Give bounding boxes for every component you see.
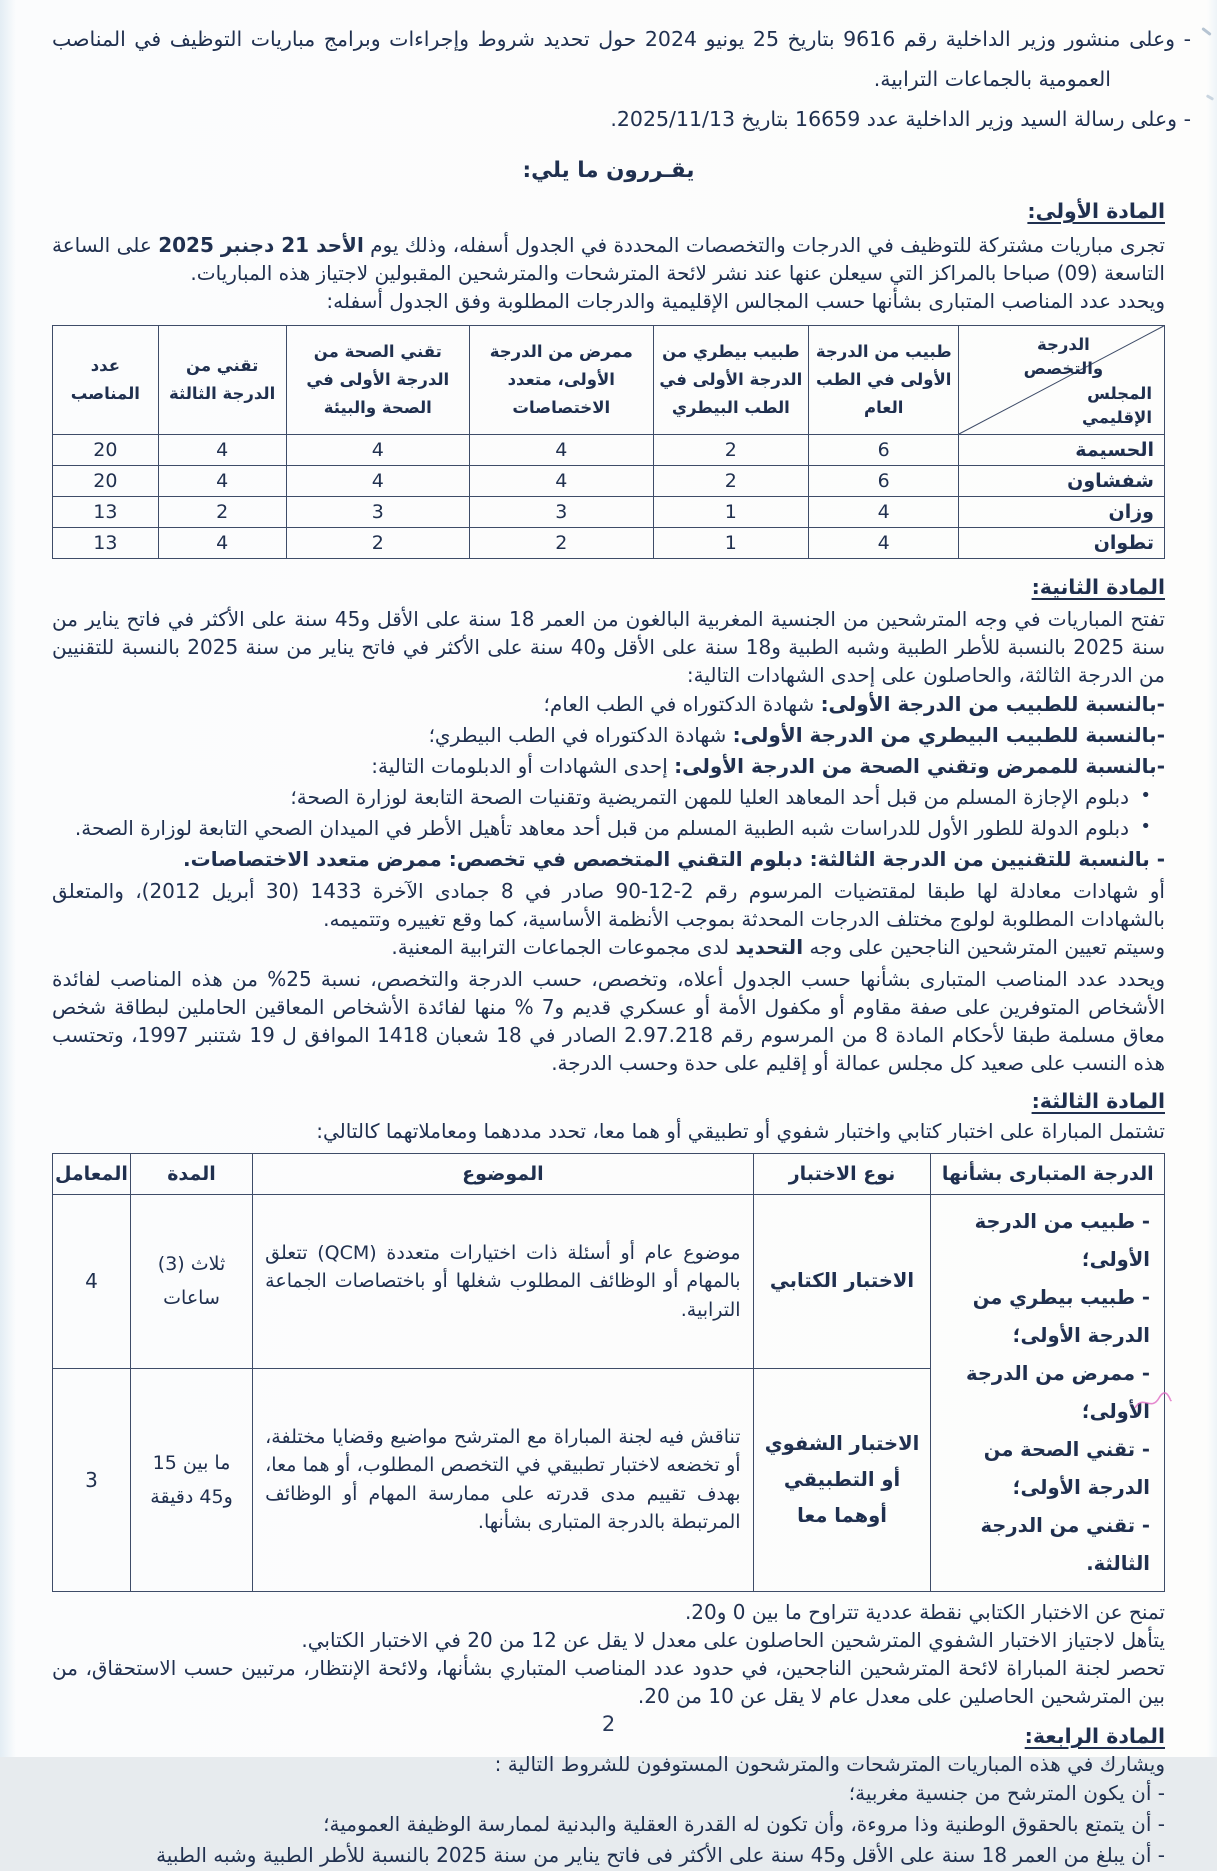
corner-label-council: المجلس الإقليمي: [1082, 384, 1152, 427]
article2-heading: المادة الثانية:: [1031, 574, 1165, 599]
appointment-paragraph: [52, 933, 1165, 961]
degree-requirement-line: [52, 689, 1165, 720]
article1-heading: المادة الأولى:: [1027, 198, 1165, 223]
positions-count-cell: 3: [470, 496, 653, 527]
table-corner-cell: [959, 325, 1165, 434]
positions-table-header-row: [53, 325, 1165, 434]
column-header: الموضوع: [253, 1153, 753, 1194]
article3-heading: المادة الثالثة:: [1031, 1088, 1165, 1113]
degree-requirement-line: [52, 751, 1165, 782]
positions-count-cell: 2: [470, 527, 653, 558]
scan-artifact: [1206, 94, 1214, 101]
results-list-paragraph: تحصر لجنة المباراة لائحة المترشحين الناجحين، في حدود عدد المناصب المتباري بشأنها، ولائحة الإنتظار، مرتبين حسب الاستحقاق، من بين المترشحين الحاصلين على معدل عام لا يقل عن 10 من 20.: [52, 1656, 1165, 1709]
degree-text: إحدى الشهادات أو الدبلومات التالية:: [371, 753, 675, 778]
degree-label: -بالنسبة للطبيب البيطري من الدرجة الأولى:: [732, 722, 1165, 747]
positions-count-cell: 1: [653, 527, 809, 558]
page-number: 2: [601, 1712, 616, 1736]
positions-count-cell: 1: [653, 496, 809, 527]
column-header: ممرض من الدرجة الأولى، متعدد الاختصاصات: [470, 325, 653, 434]
article2-paragraph-1: تفتح المباريات في وجه المترشحين من الجنسية المغربية البالغون من العمر 18 سنة على الأقل و45 سنة على الأكثر في فاتح يناير من سنة 2025 بالنسبة للأطر الطبية وشبه الطبية و18 سنة على الأقل و40 سنة على الأكثر في فاتح يناير من سنة 2025 بالنسبة للتقنيين من الدرجة الثالثة، والحاصلون على إحدى الشهادات التالية:: [52, 606, 1165, 687]
appointment-pre: وسيتم تعيين المترشحين الناجحين على وجه: [803, 934, 1165, 959]
grade-item: - تقني الصحة من الدرجة الأولى؛: [983, 1438, 1150, 1500]
degree-label: -بالنسبة للطبيب من الدرجة الأولى:: [820, 691, 1165, 716]
positions-total-cell: 13: [53, 527, 159, 558]
positions-count-cell: 6: [809, 434, 959, 465]
condition-item: - أن يكون المترشح من جنسية مغربية؛: [848, 1781, 1165, 1806]
positions-count-cell: 4: [809, 527, 959, 558]
grade-item: - طبيب من الدرجة الأولى؛: [974, 1209, 1150, 1271]
positions-count-cell: 4: [158, 527, 286, 558]
column-header: المدة: [130, 1153, 252, 1194]
column-header: تقني من الدرجة الثالثة: [158, 325, 286, 434]
article1-paragraph-2: ويحدد عدد المناصب المتبارى بشأنها حسب المجالس الإقليمية والدرجات المطلوبة وفق الجدول أسفله:: [326, 288, 1165, 313]
exam-subject-cell: تناقش فيه لجنة المباراة مع المترشح مواضيع وقضايا مختلفة، أو تخضعه لاختبار تطبيقي في التخصص المطلوب، أو هما معا، بهدف تقييم مدى قدرته على ممارسة المهام أو الوظائف المرتبطة بالدرجة المتبارى بشأنها.: [253, 1368, 753, 1591]
preamble-item: - وعلى رسالة السيد وزير الداخلية عدد 16659 بتاريخ 2025/11/13.: [610, 106, 1191, 131]
grade-item: - تقني من الدرجة الثالثة.: [980, 1514, 1150, 1576]
condition-item: - أن يتمتع بالحقوق الوطنية وذا مروءة، وأن تكون له القدرة العقلية والبدنية لممارسة الوظيفة العمومية؛: [323, 1812, 1165, 1837]
diploma-bullet-item: • دبلوم الإجازة المسلم من قبل أحد المعاهد العليا للمهن التمريضية وتقنيات الصحة التابعة لوزارة الصحة؛: [52, 782, 1165, 813]
exam-coefficient-cell: 3: [53, 1368, 131, 1591]
column-header: طبيب بيطري من الدرجة الأولى في الطب البيطري: [653, 325, 809, 434]
degree-label: -بالنسبة للممرض وتقني الصحة من الدرجة الأولى:: [674, 753, 1165, 778]
positions-count-cell: 6: [809, 465, 959, 496]
appointment-bold: التحديد: [735, 934, 804, 959]
positions-count-cell: 4: [470, 434, 653, 465]
article3-paragraph-1: تشتمل المباراة على اختبار كتابي واختبار شفوي أو تطبيقي أو هما معا، تحدد مددهما ومعاملاتهما كالتالي:: [316, 1118, 1165, 1143]
positions-count-cell: 4: [158, 434, 286, 465]
preamble-item: - وعلى منشور وزير الداخلية رقم 9616 بتاريخ 25 يونيو 2024 حول تحديد شروط وإجراءات وبرامج مباريات التوظيف في المناصب العمومية بالجماعات الترابية.: [52, 27, 1192, 91]
positions-count-cell: 2: [286, 527, 469, 558]
council-name-cell: شفشاون: [959, 465, 1165, 496]
council-name-cell: وزان: [959, 496, 1165, 527]
exam-coefficient-cell: 4: [53, 1194, 131, 1368]
positions-total-cell: 13: [53, 496, 159, 527]
appointment-post: لدى مجموعات الجماعات الترابية المعنية.: [391, 934, 736, 959]
article1-p1-date: الأحد 21 دجنبر 2025: [158, 232, 364, 257]
positions-count-cell: 4: [158, 465, 286, 496]
condition-item: - أن يبلغ من العمر 18 سنة على الأقل و45 سنة على الأكثر فى فاتح يناير من سنة 2025 بالنسبة للأطر الطبية وشبه الطبية: [156, 1843, 1165, 1868]
table-row: [53, 434, 1165, 465]
article4-paragraph-1: ويشارك في هذه المباريات المترشحات والمترشحون المستوفون للشروط التالية :: [494, 1752, 1165, 1777]
positions-count-cell: 2: [653, 465, 809, 496]
scan-artifact: [1201, 27, 1212, 36]
exams-table: [52, 1153, 1165, 1592]
positions-table: [52, 325, 1165, 559]
table-row: [53, 1194, 1165, 1368]
exam-type-cell: الاختبار الشفوي أو التطبيقي أوهما معا: [753, 1368, 931, 1591]
exam-type-cell: الاختبار الكتابي: [753, 1194, 931, 1368]
positions-count-cell: 2: [653, 434, 809, 465]
column-header: طبيب من الدرجة الأولى في الطب العام: [809, 325, 959, 434]
preamble: [52, 20, 1191, 140]
grade-item: - ممرض من الدرجة الأولى؛: [966, 1361, 1150, 1423]
exams-table-header-row: [53, 1153, 1165, 1194]
positions-count-cell: 2: [158, 496, 286, 527]
table-row: [53, 496, 1165, 527]
table-row: [53, 465, 1165, 496]
council-name-cell: الحسيمة: [959, 434, 1165, 465]
grades-list-cell: [931, 1194, 1165, 1591]
degree-text: شهادة الدكتوراه في الطب البيطري؛: [428, 722, 733, 747]
exam-duration-cell: ثلاث (3) ساعات: [130, 1194, 252, 1368]
diploma-bullet-item: • دبلوم الدولة للطور الأول للدراسات شبه الطبية المسلم من قبل أحد معاهد تأهيل الأطر في الميدان الصحي التابعة لوزارة الصحة.: [52, 813, 1165, 844]
decision-line: يقـررون ما يلي:: [522, 157, 695, 183]
positions-total-cell: 20: [53, 434, 159, 465]
article1-p1-post: على الساعة التاسعة (09) صباحا بالمراكز التي سيعلن عنها عند نشر لائحة المترشحات والمترشحين المقبولين لاجتياز هذه المباريات.: [52, 232, 1165, 285]
column-header: نوع الاختبار: [753, 1153, 931, 1194]
corner-label-degree: الدرجة والتخصص: [1023, 334, 1104, 378]
pink-pen-scan-artifact: [1133, 1390, 1173, 1416]
equivalence-paragraph: أو شهادات معادلة لها طبقا لمقتضيات المرسوم رقم 2-12-90 صادر في 8 جمادى الآخرة 1433 (30 أبريل 2012)، والمتعلق بالشهادات المطلوبة لولوج مختلف الدرجات المحدثة بموجب الأنظمة الأساسية، كما وقع تغييره وتتميمه.: [52, 878, 1165, 931]
positions-count-cell: 3: [286, 496, 469, 527]
column-header: عدد المناصب: [53, 325, 159, 434]
table-row: [53, 527, 1165, 558]
written-exam-score-paragraph: تمنح عن الاختبار الكتابي نقطة عددية تتراوح ما بين 0 و20.: [684, 1600, 1165, 1625]
article1-paragraph-1: [52, 231, 1165, 287]
column-header: تقني الصحة من الدرجة الأولى في الصحة والبيئة: [286, 325, 469, 434]
positions-count-cell: 4: [286, 434, 469, 465]
positions-count-cell: 4: [286, 465, 469, 496]
exam-subject-cell: موضوع عام أو أسئلة ذات اختيارات متعددة (QCM) تتعلق بالمهام أو الوظائف المطلوب شغلها أو باختصاصات الجماعة الترابية.: [253, 1194, 753, 1368]
technician-requirement-line: - بالنسبة للتقنيين من الدرجة الثالثة: دبلوم التقني المتخصص في تخصص: ممرض متعدد الاختصاصات.: [183, 846, 1165, 871]
article4-heading: المادة الرابعة:: [1024, 1724, 1165, 1749]
article1-p1-pre: تجرى مباريات مشتركة للتوظيف في الدرجات والتخصصات المحددة في الجدول أسفله، وذلك يوم: [363, 232, 1165, 257]
council-name-cell: تطوان: [959, 527, 1165, 558]
positions-count-cell: 4: [470, 465, 653, 496]
exam-duration-cell: ما بين 15 و45 دقيقة: [130, 1368, 252, 1591]
oral-exam-qualification-paragraph: يتأهل لاجتياز الاختبار الشفوي المترشحين الحاصلون على معدل لا يقل عن 12 من 20 في الاختبار الكتابي.: [301, 1628, 1165, 1653]
positions-count-cell: 4: [809, 496, 959, 527]
degree-text: شهادة الدكتوراه في الطب العام؛: [543, 691, 821, 716]
degree-requirement-line: [52, 720, 1165, 751]
grade-item: - طبيب بيطري من الدرجة الأولى؛: [972, 1285, 1150, 1347]
column-header: الدرجة المتبارى بشأنها: [931, 1153, 1165, 1194]
positions-total-cell: 20: [53, 465, 159, 496]
quota-paragraph: ويحدد عدد المناصب المتبارى بشأنها حسب الجدول أعلاه، وتخصص، حسب الدرجة والتخصص، نسبة 25% من هذه المناصب لفائدة الأشخاص المتوفرين على صفة مقاوم أو مكفول الأمة أو عسكري قديم و7 % منها لفائدة الأشخاص المعاقين الحاملين لبطاقة شخص معاق مسلمة طبقا لأحكام المادة 8 من المرسوم رقم 2.97.218 الصادر في 18 شعبان 1418 الموافق ل 19 شتنبر 1997، وتحتسب هذه النسب على صعيد كل مجلس عمالة أو إقليم على حدة وحسب الدرجة.: [52, 966, 1166, 1075]
column-header: المعامل: [53, 1153, 131, 1194]
